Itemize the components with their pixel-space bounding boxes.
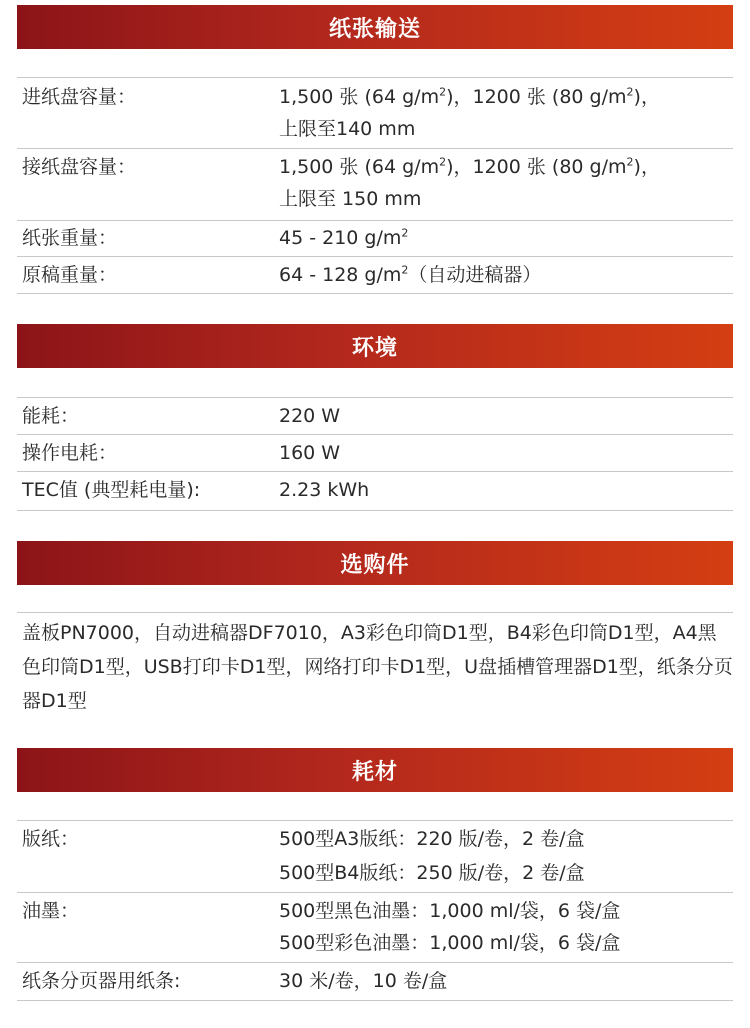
spec-label-tape: 纸条分页器用纸条: — [22, 970, 181, 992]
spec-value-ink-color: 500型彩色油墨：1,000 ml/袋，6 袋/盒 — [279, 932, 621, 954]
divider — [17, 962, 733, 963]
divider — [17, 293, 733, 294]
spec-label-power: 能耗： — [22, 405, 80, 427]
spec-value-paper-weight: 45 - 210 $g/m^2$ — [279, 226, 409, 249]
spec-label-tec: TEC值 (典型耗电量): — [22, 479, 201, 501]
spec-value-master-b4: 500型B4版纸：250 版/卷，2 卷/盒 — [279, 862, 585, 884]
divider — [17, 434, 733, 435]
spec-value-operating-power: 160 W — [279, 442, 341, 464]
divider — [17, 256, 733, 257]
spec-value-original-weight: 64 - 128 $g/m^2$（自动进稿器） — [279, 263, 542, 286]
spec-label-paper-weight: 纸张重量： — [22, 227, 118, 249]
spec-value-input-tray-line2: 上限至140 mm — [279, 118, 416, 140]
spec-label-original-weight: 原稿重量： — [22, 264, 118, 286]
spec-value-power: 220 W — [279, 405, 341, 427]
divider — [17, 77, 733, 78]
spec-label-master: 版纸： — [22, 828, 80, 850]
divider — [17, 612, 733, 613]
spec-value-output-tray-line1: 1,500 张 (64 $g/m^2$)，1200 张 (80 $g/m^2$)， — [279, 155, 660, 178]
spec-label-operating-power: 操作电耗： — [22, 442, 118, 464]
divider — [17, 820, 733, 821]
divider — [17, 471, 733, 472]
spec-value-input-tray-line1: 1,500 张 (64 $g/m^2$)，1200 张 (80 $g/m^2$)， — [279, 85, 660, 108]
spec-label-input-tray: 进纸盘容量： — [22, 86, 137, 108]
divider — [17, 148, 733, 149]
options-paragraph: 盖板PN7000，自动进稿器DF7010，A3彩色印筒D1型，B4彩色印筒D1型，A4黑色印筒D1型，USB打印卡D1型，网络打印卡D1型，U盘插槽管理器D1型，纸条分页器D1型 — [22, 622, 733, 712]
divider — [17, 1000, 733, 1001]
divider — [17, 510, 733, 511]
divider — [17, 220, 733, 221]
spec-value-tape: 30 米/卷，10 卷/盒 — [279, 970, 448, 992]
spec-value-ink-black: 500型黑色油墨：1,000 ml/袋，6 袋/盒 — [279, 900, 621, 922]
section-header-consumables: 耗材 — [17, 748, 733, 792]
spec-value-output-tray-line2: 上限至 150 mm — [279, 188, 422, 210]
spec-label-output-tray: 接纸盘容量： — [22, 156, 137, 178]
section-header-environment: 环境 — [17, 324, 733, 368]
section-header-paper-feed: 纸张输送 — [17, 5, 733, 49]
divider — [17, 892, 733, 893]
spec-value-tec: 2.23 kWh — [279, 479, 370, 501]
spec-value-master-a3: 500型A3版纸：220 版/卷，2 卷/盒 — [279, 828, 585, 850]
divider — [17, 397, 733, 398]
spec-label-ink: 油墨： — [22, 900, 80, 922]
section-header-options: 选购件 — [17, 541, 733, 585]
